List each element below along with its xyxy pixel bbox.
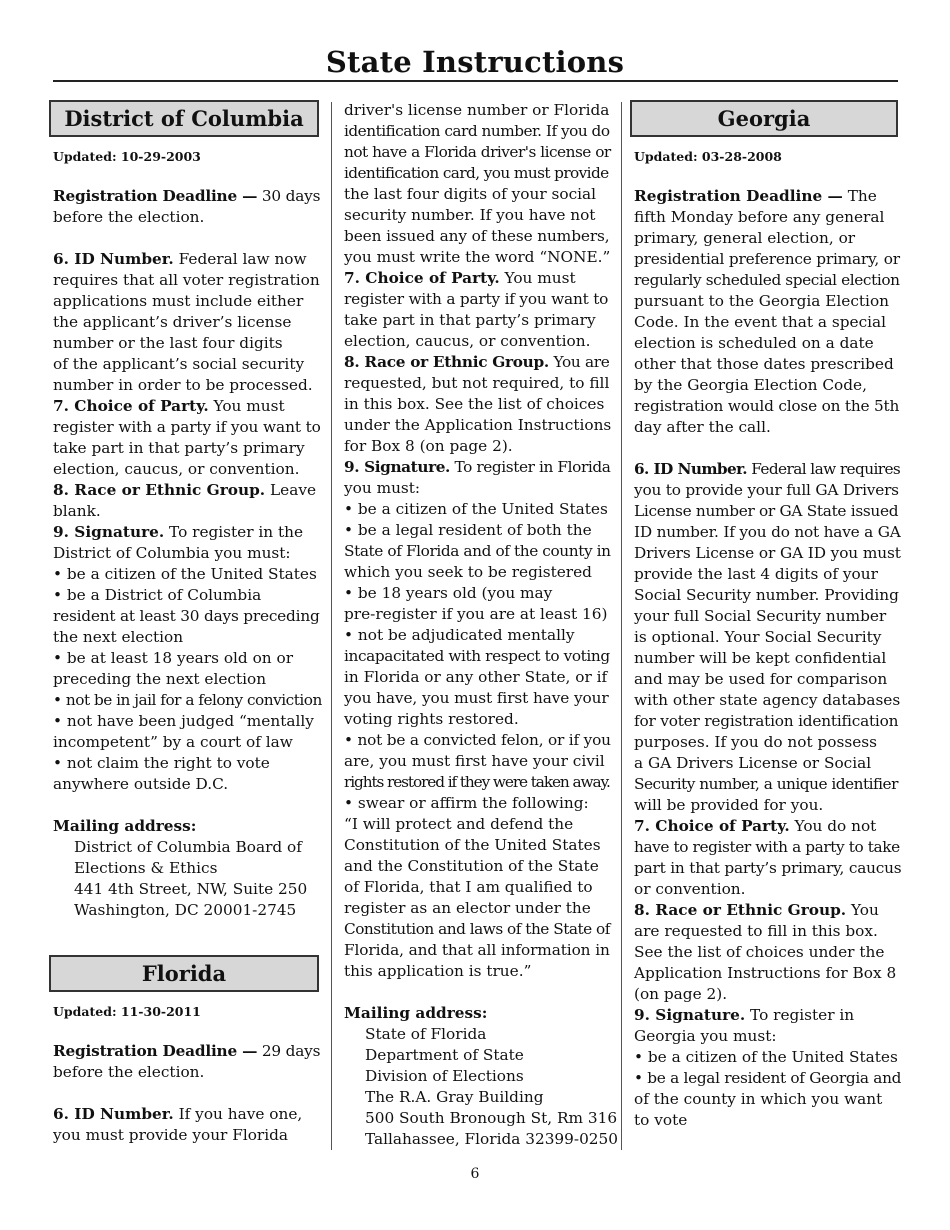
ga-deadline: Registration Deadline — The fifth Monday before any general primary, general election, or presidential preference primary, or regularly scheduled special election pursuant to the Georgia Election Code. In the event that a special election is scheduled on a date other that those dates prescribed by the Georgia Election Code, registration would close on the 5th day after the call. [634,187,900,436]
column-divider [621,102,622,1150]
column-left [53,100,321,1146]
dc-mailing-address: Mailing address: District of Columbia Board of Elections & Ethics 441 4th Street, NW, Suite 250 Washington, DC 20001-2745 [53,817,308,919]
page-title: State Instructions [325,45,625,79]
fl-mailing-address: Mailing address: State of Florida Department of State Division of Elections The R.A. Gray Building 500 South Bronough St, Rm 316 Tallahassee, Florida 32399-0250 [344,1004,618,1148]
fl-heading: Florida [49,955,319,992]
ga-updated: Updated: 03-28-2008 [634,149,782,164]
dc-updated: Updated: 10-29-2003 [53,149,201,164]
dc-id-number: 6. ID Number. Federal law now requires that all voter registration applications must include either the applicant’s driver’s license number or the last four digits of the applicant’s social security number in order to be processed. [53,250,320,394]
fl-updated: Updated: 11-30-2011 [53,1004,201,1019]
dc-race: 8. Race or Ethnic Group. Leave blank. [53,481,317,520]
title-rule [53,80,898,82]
dc-signature: 9. Signature. To register in the District of Columbia you must: • be a citizen of the United States • be a District of Columbia resident at least 30 days preceding the next election • be at least 18 years old on or preceding the next election • not be in jail for a felony conviction • not have been judged “mentally incompetent” by a court of law • not claim the right to vote anywhere outside D.C. [53,523,322,793]
column-divider [331,102,332,1150]
ga-signature: 9. Signature. To register in Georgia you must: • be a citizen of the United States • be a legal resident of Georgia and of the county in which you want to vote [634,1006,902,1129]
ga-heading: Georgia [630,100,898,137]
ga-id-number: 6. ID Number. Federal law requires you to provide your full GA Drivers License number or GA State issued ID number. If you do not have a GA Drivers License or GA ID you must provide the last 4 digits of your Social Security number. Providing your full Social Security number is optional. Your Social Security number will be kept confidential and may be used for comparison with other state agency databases for voter registration identification purposes. If you do not possess a GA Drivers License or Social Security number, a unique identifier will be provided for you. [634,460,901,814]
dc-heading: District of Columbia [49,100,319,137]
ga-race: 8. Race or Ethnic Group. You are requested to fill in this box. See the list of choices under the Application Instructions for Box 8 (on page 2). [634,901,897,1003]
page-number: 6 [470,1166,480,1182]
fl-deadline: Registration Deadline — 29 days before the election. [53,1042,321,1081]
dc-choice-of-party: 7. Choice of Party. You must register with a party if you want to take part in that party’s primary election, caucus, or convention. [53,397,321,478]
fl-id-number-continued: driver's license number or Florida identification card number. If you do not have a Florida driver's license or identification card, you must provide the last four digits of your social security number. If you have not been issued any of these numbers, you must write the word “NONE.” [344,101,611,266]
column-middle [344,100,618,1150]
fl-race: 8. Race or Ethnic Group. You are requested, but not required, to fill in this box. See the list of choices under the Application Instructions for Box 8 (on page 2). [344,353,612,455]
dc-deadline: Registration Deadline — 30 days before the election. [53,187,321,226]
fl-signature: 9. Signature. To register in Florida you must: • be a citizen of the United States • be a legal resident of both the State of Florida and of the county in which you seek to be registered • be 18 years old (you may pre-register if you are at least 16) • not be adjudicated mentally incapacitated with respect to voting in Florida or any other State, or if you have, you must first have your voting rights restored. • not be a convicted felon, or if you are, you must first have your civil rights restored if they were taken away. • swear or affirm the following: “I will protect and defend the Constitution of the United States and the Constitution of the State of Florida, that I am qualified to register as an elector under the Constitution and laws of the State of Florida, and that all information in this application is true.” [344,458,611,980]
fl-id-number: 6. ID Number. If you have one, you must provide your Florida [53,1105,303,1144]
column-right [634,100,900,1131]
ga-choice-of-party: 7. Choice of Party. You do not have to register with a party to take part in that party’s primary, caucus or convention. [634,817,902,898]
fl-choice-of-party: 7. Choice of Party. You must register with a party if you want to take part in that party’s primary election, caucus, or convention. [344,269,609,350]
